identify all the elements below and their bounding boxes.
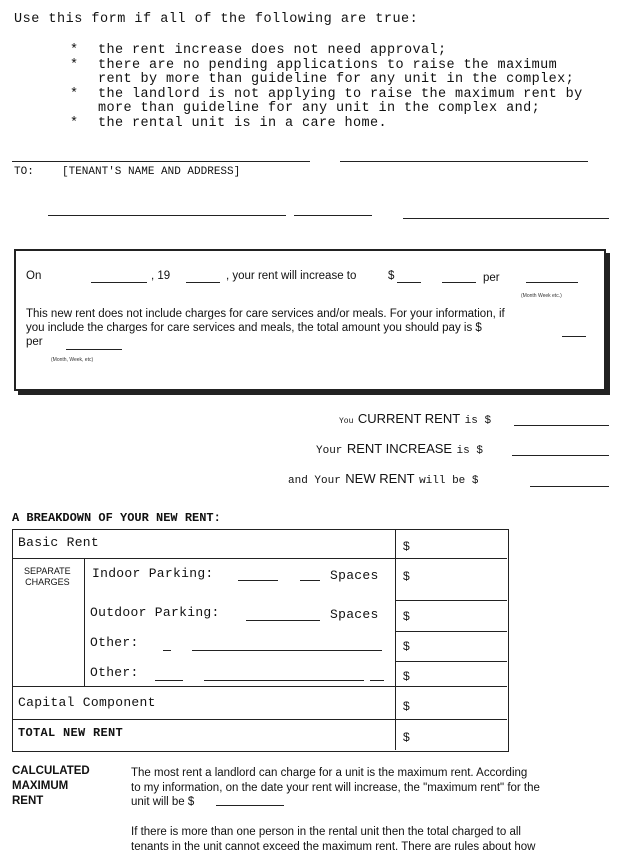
tenant-address-line[interactable] xyxy=(48,215,286,216)
other-1-field-a[interactable] xyxy=(163,650,171,651)
year-prefix: , 19 xyxy=(151,270,171,282)
new-rent-dollars-field[interactable] xyxy=(397,282,421,283)
condition-text: the rent increase does not need approval; xyxy=(98,43,447,58)
bullet-star-icon: * xyxy=(70,43,79,58)
period-field[interactable] xyxy=(526,282,578,283)
outdoor-parking-amount[interactable]: $ xyxy=(403,609,410,623)
rent-increase-field[interactable] xyxy=(512,455,609,456)
condition-item xyxy=(70,88,583,117)
intro-text: Use this form if all of the following are true: xyxy=(14,12,419,27)
total-new-rent-label: TOTAL NEW RENT xyxy=(18,726,124,740)
new-rent-field[interactable] xyxy=(530,486,609,487)
separate-charges-divider xyxy=(84,558,85,686)
max-rent-paragraph xyxy=(131,766,611,810)
care-text-2: you include the charges for care services and meals, the total amount you should pay is $ xyxy=(26,322,482,334)
condition-item xyxy=(70,44,583,59)
row-divider xyxy=(395,600,507,601)
condition-item xyxy=(70,59,583,88)
basic-rent-label: Basic Rent xyxy=(18,535,100,550)
increase-prefix: Your xyxy=(316,445,343,457)
current-rent-field[interactable] xyxy=(514,425,609,426)
total-new-rent-amount[interactable]: $ xyxy=(403,730,410,744)
paragraph-line: to my information, on the date your rent will increase, the "maximum rent" for the xyxy=(131,781,540,794)
heading-line: CALCULATED xyxy=(12,765,90,777)
condition-item xyxy=(70,117,583,132)
breakdown-heading: A BREAKDOWN OF YOUR NEW RENT: xyxy=(12,511,221,525)
other-2-field-a[interactable] xyxy=(155,680,183,681)
amount-column-divider xyxy=(395,529,396,750)
basic-rent-amount[interactable]: $ xyxy=(403,539,410,553)
period-hint: (Month Week etc.) xyxy=(521,293,562,299)
row-divider xyxy=(12,719,507,720)
tenant-address-label: [TENANT'S NAME AND ADDRESS] xyxy=(62,166,241,178)
new-suffix: will be $ xyxy=(419,475,479,487)
indoor-parking-label: Indoor Parking: xyxy=(92,566,214,581)
condition-text: the rental unit is in a care home. xyxy=(98,115,388,131)
other-2-amount[interactable]: $ xyxy=(403,669,410,683)
new-prefix: and Your xyxy=(288,475,341,487)
current-rent-label: CURRENT RENT xyxy=(357,411,461,426)
max-rent-field[interactable] xyxy=(216,805,284,806)
paragraph-line: unit will be $ xyxy=(131,796,195,808)
condition-text: more than guideline for any unit in the complex and; xyxy=(98,101,541,116)
rent-increase-label: RENT INCREASE xyxy=(346,441,453,456)
other-2-field-b[interactable] xyxy=(370,680,384,681)
care-period-field[interactable] xyxy=(66,349,122,350)
paragraph-line: tenants in the unit cannot exceed the maximum rent. There are rules about how xyxy=(131,840,536,853)
new-rent-label: NEW RENT xyxy=(345,471,415,486)
care-text-1: This new rent does not include charges for care services and/or meals. For your information, if xyxy=(26,308,505,320)
bullet-star-icon: * xyxy=(70,57,79,73)
indoor-parking-amount[interactable]: $ xyxy=(403,569,410,583)
tenant-address-line-3[interactable] xyxy=(403,218,609,219)
paragraph-line: The most rent a landlord can charge for a unit is the maximum rent. According xyxy=(131,767,528,779)
row-divider xyxy=(12,686,507,687)
indoor-spaces-field[interactable] xyxy=(238,580,278,581)
care-period-hint: (Month, Week, etc) xyxy=(51,357,94,363)
indoor-spaces-label: Spaces xyxy=(330,568,379,583)
row-divider xyxy=(395,631,507,632)
current-prefix: You xyxy=(339,417,354,426)
increase-suffix: is $ xyxy=(456,445,483,457)
capital-component-amount[interactable]: $ xyxy=(403,699,410,713)
separate-charges-label xyxy=(24,566,71,588)
outdoor-parking-label: Outdoor Parking: xyxy=(90,605,220,620)
other-label-1: Other: xyxy=(90,635,139,650)
bullet-star-icon: * xyxy=(70,115,79,131)
row-divider xyxy=(395,661,507,662)
indoor-spaces-field-2[interactable] xyxy=(300,580,320,581)
tenant-address-line-2[interactable] xyxy=(294,215,372,216)
heading-line: MAXIMUM xyxy=(12,780,69,792)
row-divider xyxy=(12,558,507,559)
condition-text: there are no pending applications to raise the maximum xyxy=(98,57,558,73)
outdoor-spaces-field[interactable] xyxy=(246,620,320,621)
new-rent-row xyxy=(288,470,478,488)
other-1-amount[interactable]: $ xyxy=(403,639,410,653)
year-field[interactable] xyxy=(186,282,220,283)
conditions-list xyxy=(70,44,583,131)
other-2-field[interactable] xyxy=(204,680,364,681)
rent-increase-notice-box xyxy=(14,249,606,391)
other-1-field[interactable] xyxy=(192,650,382,651)
paragraph-line: If there is more than one person in the rental unit then the total charged to all xyxy=(131,826,521,838)
bullet-star-icon: * xyxy=(70,86,79,102)
outdoor-spaces-label: Spaces xyxy=(330,607,379,622)
separate-label-line: SEPARATE xyxy=(24,566,71,576)
increase-label: , your rent will increase to xyxy=(226,270,357,282)
rent-increase-row xyxy=(316,440,483,458)
tenant-name-line-2[interactable] xyxy=(340,161,588,162)
other-label-2: Other: xyxy=(90,665,139,680)
to-label: TO: xyxy=(14,166,34,178)
heading-line: RENT xyxy=(12,795,44,807)
calculated-max-rent-heading xyxy=(12,764,90,809)
occupants-paragraph xyxy=(131,825,611,854)
current-rent-row xyxy=(339,410,491,428)
separate-label-line: CHARGES xyxy=(25,577,70,587)
capital-component-label: Capital Component xyxy=(18,695,156,710)
current-suffix: is $ xyxy=(464,415,492,427)
date-field[interactable] xyxy=(91,282,147,283)
new-rent-cents-field[interactable] xyxy=(442,282,476,283)
tenant-name-line[interactable] xyxy=(12,161,310,162)
care-total-field[interactable] xyxy=(562,336,586,337)
condition-text: the landlord is not applying to raise the maximum rent by xyxy=(98,86,583,102)
on-label: On xyxy=(26,270,42,282)
dollar-sign: $ xyxy=(388,270,395,282)
per-label: per xyxy=(483,272,500,284)
condition-text: rent by more than guideline for any unit in the complex; xyxy=(98,72,575,87)
care-per-label: per xyxy=(26,336,43,348)
